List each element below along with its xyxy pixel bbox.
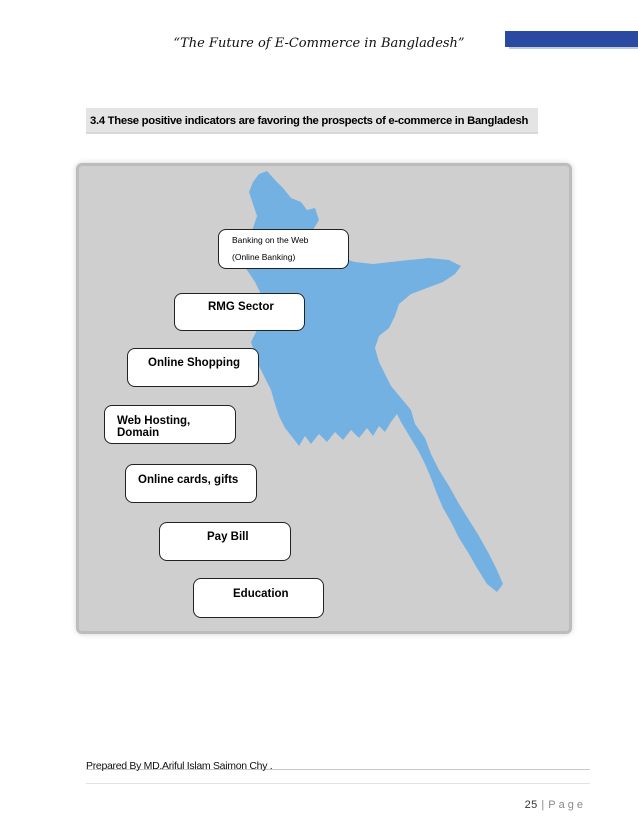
callout-online-banking-line1: Banking on the Web <box>232 235 309 245</box>
header-title: “The Future of E-Commerce in Bangladesh” <box>173 36 465 51</box>
page-number-value: 25 <box>524 799 538 811</box>
callout-education-label: Education <box>233 588 289 600</box>
callout-web-hosting-label: Web Hosting, Domain <box>117 415 191 439</box>
section-heading: 3.4 These positive indicators are favoring the prospects of e-commerce in Bangladesh <box>86 108 538 134</box>
page-word: Page <box>548 799 586 811</box>
callout-rmg-sector-label: RMG Sector <box>208 301 274 313</box>
callout-web-hosting <box>104 405 236 444</box>
callout-pay-bill-label: Pay Bill <box>207 531 249 543</box>
callout-online-banking-line2: (Online Banking) <box>232 252 296 262</box>
page-number-separator: | <box>541 799 545 811</box>
callout-online-cards <box>125 464 257 503</box>
header-bar <box>505 31 638 47</box>
callout-education <box>193 578 324 618</box>
header-underline <box>509 47 638 49</box>
callout-online-shopping-label: Online Shopping <box>148 357 240 369</box>
footer-prepared-by: Prepared By MD.Ariful Islam Saimon Chy . <box>86 760 273 772</box>
callout-pay-bill <box>159 522 291 561</box>
callout-online-cards-label: Online cards, gifts <box>138 474 239 486</box>
callout-online-banking <box>218 229 349 269</box>
callout-rmg-sector <box>174 293 305 331</box>
callout-online-shopping <box>127 348 259 387</box>
footer-rule-secondary <box>86 783 590 784</box>
page-number <box>525 799 586 811</box>
